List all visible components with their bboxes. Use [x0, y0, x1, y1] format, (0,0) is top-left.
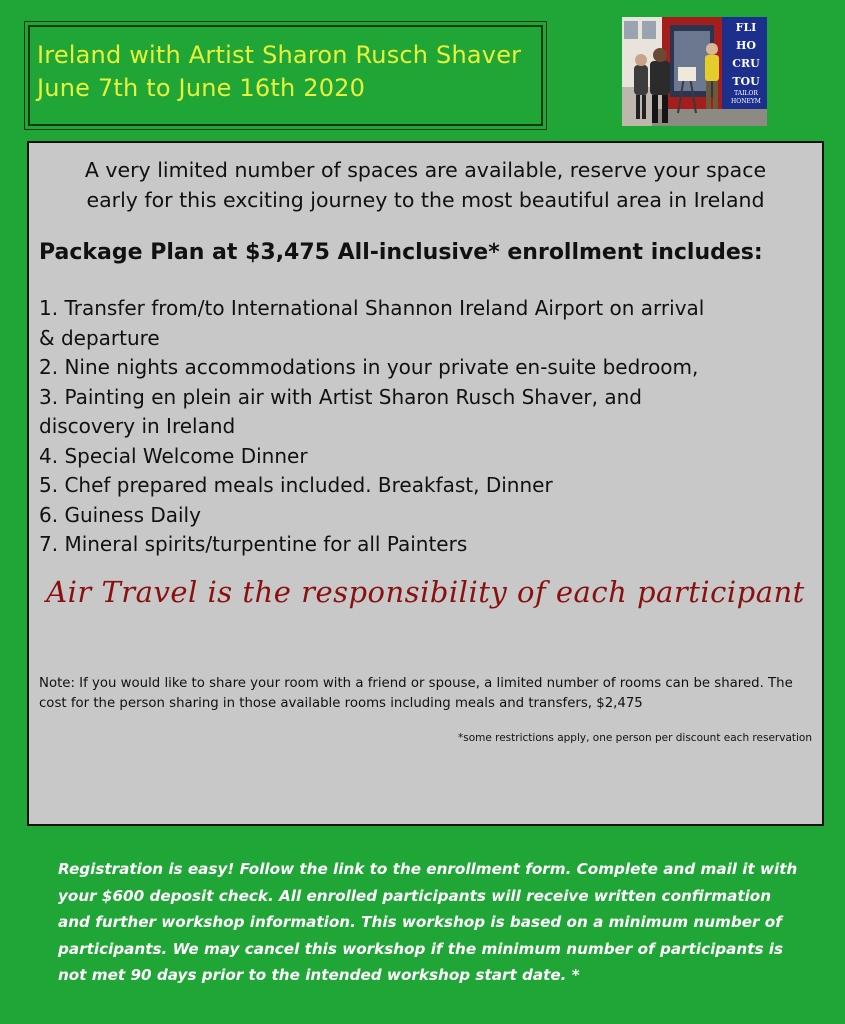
registration-line: not met 90 days prior to the intended workshop start date. *	[58, 966, 580, 984]
registration-line: participants. We may cancel this workshop if the minimum number of participants is	[58, 939, 784, 958]
sign-text-1: FLI	[735, 21, 757, 34]
list-item: 4. Special Welcome Dinner	[39, 443, 308, 468]
page-title: Ireland with Artist Sharon Rusch Shaver	[37, 41, 522, 69]
list-item: & departure	[39, 325, 160, 350]
list-item: 1. Transfer from/to International Shannon Ireland Airport on arrival	[39, 296, 705, 320]
air-travel-note: Air Travel is the responsibility of each participant	[46, 575, 805, 609]
intro-text	[29, 155, 822, 215]
sign-text-3: CRU	[732, 57, 760, 70]
list-item: 3. Painting en plein air with Artist Sharon Rusch Shaver, and	[39, 384, 642, 409]
street-photo-image	[622, 17, 767, 126]
info-panel	[27, 141, 824, 826]
package-heading: Package Plan at $3,475 All-inclusive* enrollment includes:	[39, 240, 763, 265]
list-item: 7. Mineral spirits/turpentine for all Painters	[39, 532, 468, 556]
list-item: discovery in Ireland	[39, 414, 236, 438]
list-item: 6. Guiness Daily	[39, 502, 201, 527]
intro-line-1: A very limited number of spaces are available, reserve your space	[84, 158, 767, 182]
room-share-note: Note: If you would like to share your room with a friend or spouse, a limited number of rooms can be shared. The cost for the person sharing in those available rooms including meals and transfers, $2,475	[39, 676, 793, 711]
sign-text-2: HO	[736, 39, 756, 52]
title-box	[24, 21, 547, 130]
included-items-list	[39, 294, 819, 560]
street-photo	[622, 17, 767, 126]
registration-line: and further workshop information. This workshop is based on a minimum number of	[58, 913, 782, 931]
list-item: 2. Nine nights accommodations in your private en-suite bedroom,	[39, 355, 699, 379]
registration-line: your $600 deposit check. All enrolled participants will receive written confirmation	[58, 886, 772, 905]
intro-line-2: early for this exciting journey to the most beautiful area in Ireland	[86, 188, 765, 212]
sign-text-4: TOU	[732, 75, 760, 88]
registration-info	[58, 856, 798, 989]
sign-text-5: TAILOR	[734, 90, 758, 97]
list-item: 5. Chef prepared meals included. Breakfast, Dinner	[39, 473, 553, 497]
trip-dates: June 7th to June 16th 2020	[37, 74, 366, 102]
sign-text-6: HONEYM	[731, 98, 761, 105]
restrictions-note: *some restrictions apply, one person per discount each reservation	[457, 732, 812, 744]
registration-line: Registration is easy! Follow the link to the enrollment form. Complete and mail it with	[58, 860, 798, 878]
